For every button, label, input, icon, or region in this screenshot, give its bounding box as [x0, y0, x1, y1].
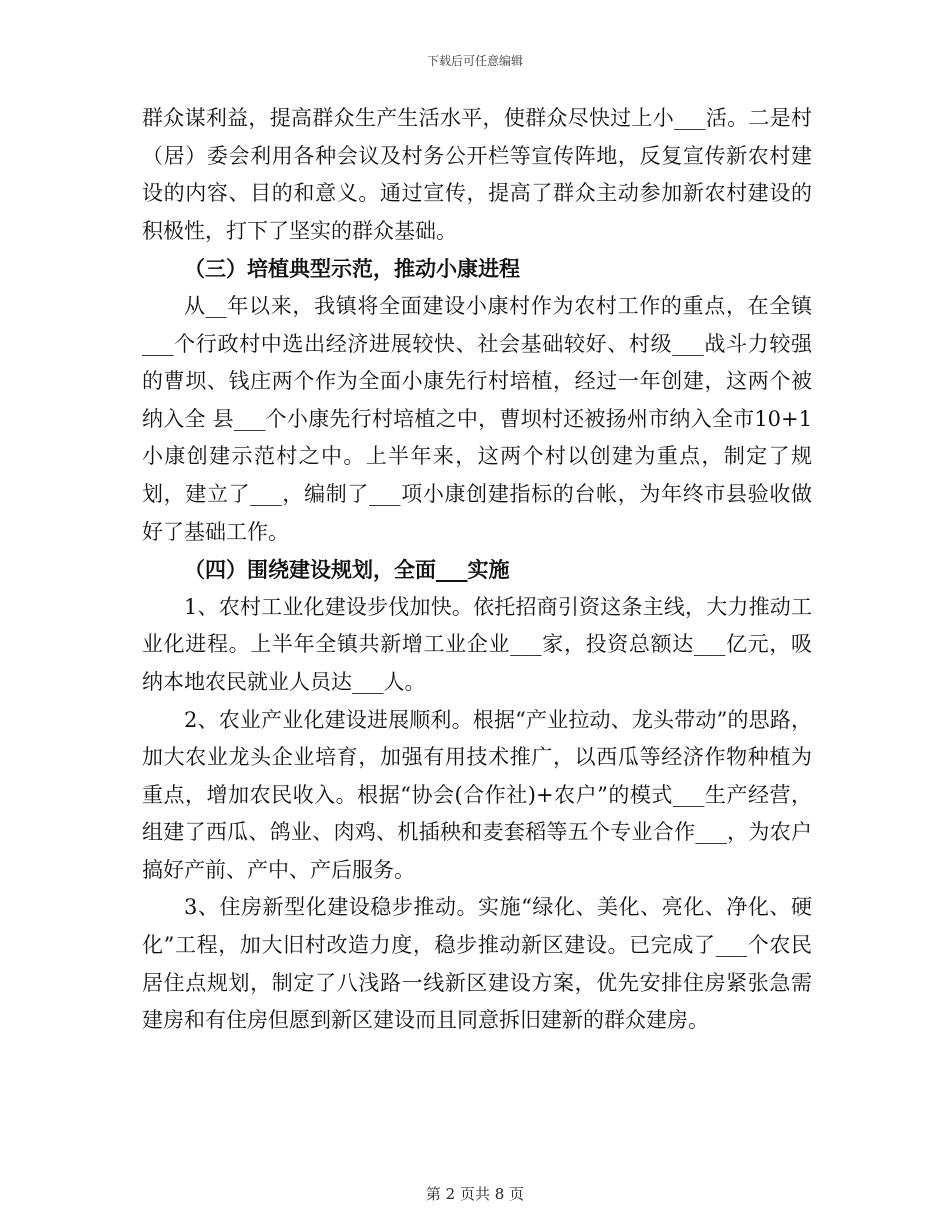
- paragraph-intro: 群众谋利益，提高群众生产生活水平，使群众尽快过上小___活。二是村（居）委会利用各种会议及村务公开栏等宣传阵地，反复宣传新农村建设的内容、目的和意义。通过宣传，提高了群众主动参加新农村建设的积极性，打下了坚实的群众基础。: [142, 106, 812, 243]
- page-header: 下载后可任意编辑: [426, 54, 523, 68]
- page-footer: 第 2 页共 8 页: [425, 1185, 525, 1203]
- section-heading-3: （三）培植典型示范，推动小康进程: [184, 256, 520, 282]
- paragraph-item-3: 3、住房新型化建设稳步推动。实施“绿化、美化、亮化、净化、硬化”工程，加大旧村改造力度，稳步推动新区建设。已完成了___个农民居住点规划，制定了八浅路一线新区建设方案，优先安排住房紧张急需建房和有住房但愿到新区建设而且同意拆旧建新的群众建房。: [142, 895, 812, 1033]
- section-heading-4: （四）围绕建设规划，全面___实施: [184, 557, 510, 583]
- paragraph-item-2: 2、农业产业化建设进展顺利。根据“产业拉动、龙头带动”的思路，加大农业龙头企业培育，加强有用技术推广，以西瓜等经济作物种植为重点，增加农民收入。根据“协会(合作社)+农户”的模式___生产经营，组建了西瓜、鸽业、肉鸡、机插秧和麦套稻等五个专业合作___，为农户搞好产前、产中、产后服务。: [142, 707, 812, 882]
- paragraph-section-3: 从__年以来，我镇将全面建设小康村作为农村工作的重点，在全镇___个行政村中选出经济进展较快、社会基础较好、村级___战斗力较强的曹坝、钱庄两个作为全面小康先行村培植，经过一年创建，这两个被纳入全 县___个小康先行村培植之中，曹坝村还被扬州市纳入全市10+1小康创建示范村之中。上半年来，这两个村以创建为重点，制定了规划，建立了___，编制了___项小康创建指标的台帐，为年终市县验收做好了基础工作。: [142, 293, 812, 544]
- paragraph-item-1: 1、农村工业化建设步伐加快。依托招商引资这条主线，大力推动工业化进程。上半年全镇共新增工业企业___家，投资总额达___亿元，吸纳本地农民就业人员达___人。: [142, 594, 812, 694]
- document-body: [142, 100, 812, 1040]
